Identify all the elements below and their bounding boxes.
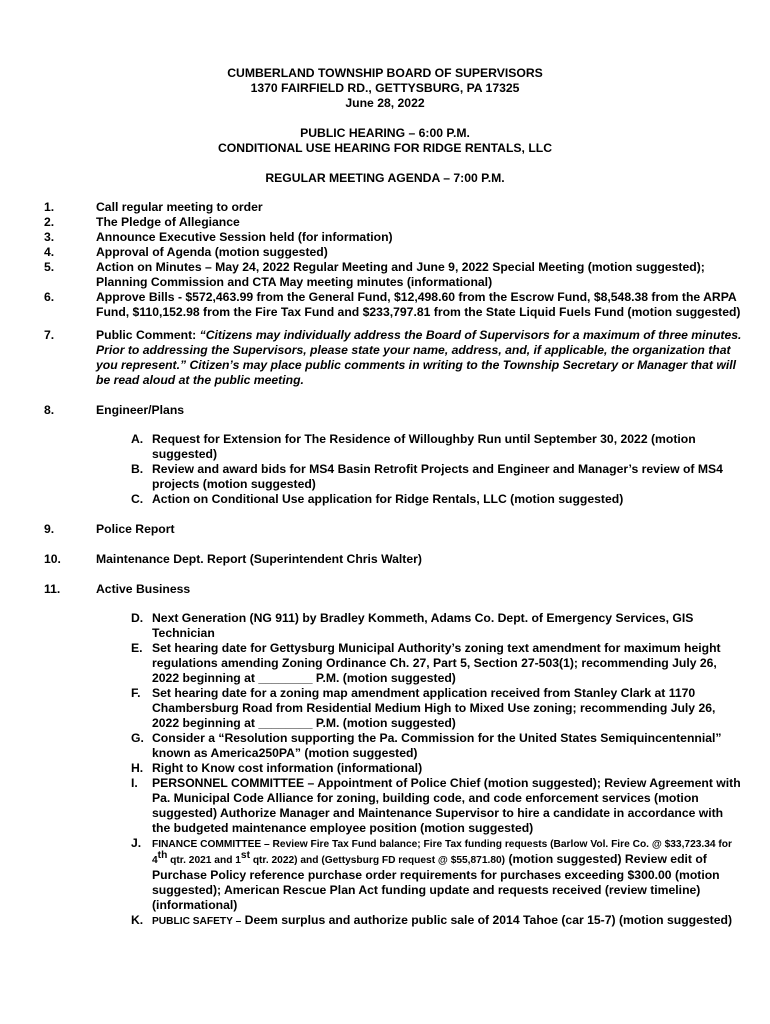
subitem-11f: F. Set hearing date for a zoning map amendment application received from Stanley Clark at 1170 Chambersburg Road from Residential Medium High to Mixed Use zoning; recommending July 26, 2022 beginning at ________ P.M. (motion suggested)	[131, 686, 716, 730]
engineer-subitems	[44, 432, 744, 507]
subitem-11k: K. PUBLIC SAFETY – Deem surplus and authorize public sale of 2014 Tahoe (car 15-7) (motion suggested)	[131, 913, 733, 927]
agenda-item-9: 9. Police Report	[44, 522, 175, 536]
conditional-use-hearing-title: CONDITIONAL USE HEARING FOR RIDGE RENTALS, LLC	[217, 141, 553, 155]
meeting-date: June 28, 2022	[345, 96, 425, 110]
subitem-11h: H. Right to Know cost information (informational)	[131, 761, 423, 775]
agenda-header	[0, 66, 770, 186]
agenda-item-1: 1. Call regular meeting to order	[44, 200, 263, 214]
board-address: 1370 FAIRFIELD RD., GETTYSBURG, PA 17325	[250, 81, 520, 95]
subitem-11i: I. PERSONNEL COMMITTEE – Appointment of Police Chief (motion suggested); Review Agreement with Pa. Municipal Code Alliance for zoning, building code, and code enforcement services (motion suggested) Authorize Manager and Maintenance Supervisor to hire a candidate in accordance with the budgeted maintenance employee position (motion suggested)	[131, 776, 741, 835]
board-name: CUMBERLAND TOWNSHIP BOARD OF SUPERVISORS	[227, 66, 543, 80]
agenda-item-6: 6. Approve Bills - $572,463.99 from the General Fund, $12,498.60 from the Escrow Fund, $8,548.38 from the ARPA Fund, $110,152.98 from the Fire Tax Fund and $233,797.81 from the State Liquid Fuels Fund (motion suggested)	[44, 290, 741, 319]
agenda-item-11: 11. Active Business	[44, 582, 191, 596]
subitem-11j: J. FINANCE COMMITTEE – Review Fire Tax Fund balance; Fire Tax funding requests (Barlow Vol. Fire Co. @ $33,723.34 for 4th qtr. 2021 and 1st qtr. 2022) and (Gettysburg FD request @ $55,871.80) (motion suggested) Review edit of Purchase Policy reference purchase order requirements for purchases exceeding $300.00 (motion suggested); American Rescue Plan Act funding update and requests received (review timeline) (informational)	[131, 836, 732, 912]
subitem-8a: A. Request for Extension for The Residence of Willoughby Run until September 30, 2022 (motion suggested)	[131, 432, 696, 461]
subitem-11e: E. Set hearing date for Gettysburg Municipal Authority’s zoning text amendment for maximum height regulations amending Zoning Ordinance Ch. 27, Part 5, Section 27-503(1); recommending July 26, 2022 beginning at ________ P.M. (motion suggested)	[131, 641, 721, 685]
agenda-list	[44, 200, 744, 929]
regular-meeting-title: REGULAR MEETING AGENDA – 7:00 P.M.	[265, 171, 505, 185]
agenda-item-8: 8. Engineer/Plans	[44, 403, 185, 417]
agenda-item-7: 7. Public Comment: “Citizens may individually address the Board of Supervisors for a maximum of three minutes. Prior to addressing the Supervisors, please state your name, address, and, if applicable, the organization that you represent.” Citizen’s may place public comments in writing to the Township Secretary or Manager that will be read aloud at the public meeting.	[44, 328, 742, 387]
agenda-item-2: 2. The Pledge of Allegiance	[44, 215, 240, 229]
agenda-item-5: 5. Action on Minutes – May 24, 2022 Regular Meeting and June 9, 2022 Special Meeting (motion suggested); Planning Commission and CTA May meeting minutes (informational)	[44, 260, 705, 289]
public-comment-text: “Citizens may individually address the Board of Supervisors for a maximum of three minutes. Prior to addressing the Supervisors, please state your name, address, and, if applicable, the organization that you represent.” Citizen’s may place public comments in writing to the Township Secretary or Manager that will be read aloud at the public meeting.	[96, 328, 742, 387]
subitem-11g: G. Consider a “Resolution supporting the Pa. Commission for the United States Semiquincentennial” known as America250PA” (motion suggested)	[131, 731, 722, 760]
subitem-8c: C. Action on Conditional Use application for Ridge Rentals, LLC (motion suggested)	[131, 492, 624, 506]
active-business-subitems	[44, 611, 744, 929]
public-comment-label: Public Comment:	[96, 328, 197, 342]
public-hearing-title: PUBLIC HEARING – 6:00 P.M.	[300, 126, 470, 140]
agenda-item-4: 4. Approval of Agenda (motion suggested)	[44, 245, 328, 259]
subitem-8b: B. Review and award bids for MS4 Basin Retrofit Projects and Engineer and Manager’s review of MS4 projects (motion suggested)	[131, 462, 723, 491]
agenda-item-3: 3. Announce Executive Session held (for information)	[44, 230, 393, 244]
subitem-11d: D. Next Generation (NG 911) by Bradley Kommeth, Adams Co. Dept. of Emergency Services, GIS Technician	[131, 611, 694, 640]
agenda-item-10: 10. Maintenance Dept. Report (Superintendent Chris Walter)	[44, 552, 422, 566]
